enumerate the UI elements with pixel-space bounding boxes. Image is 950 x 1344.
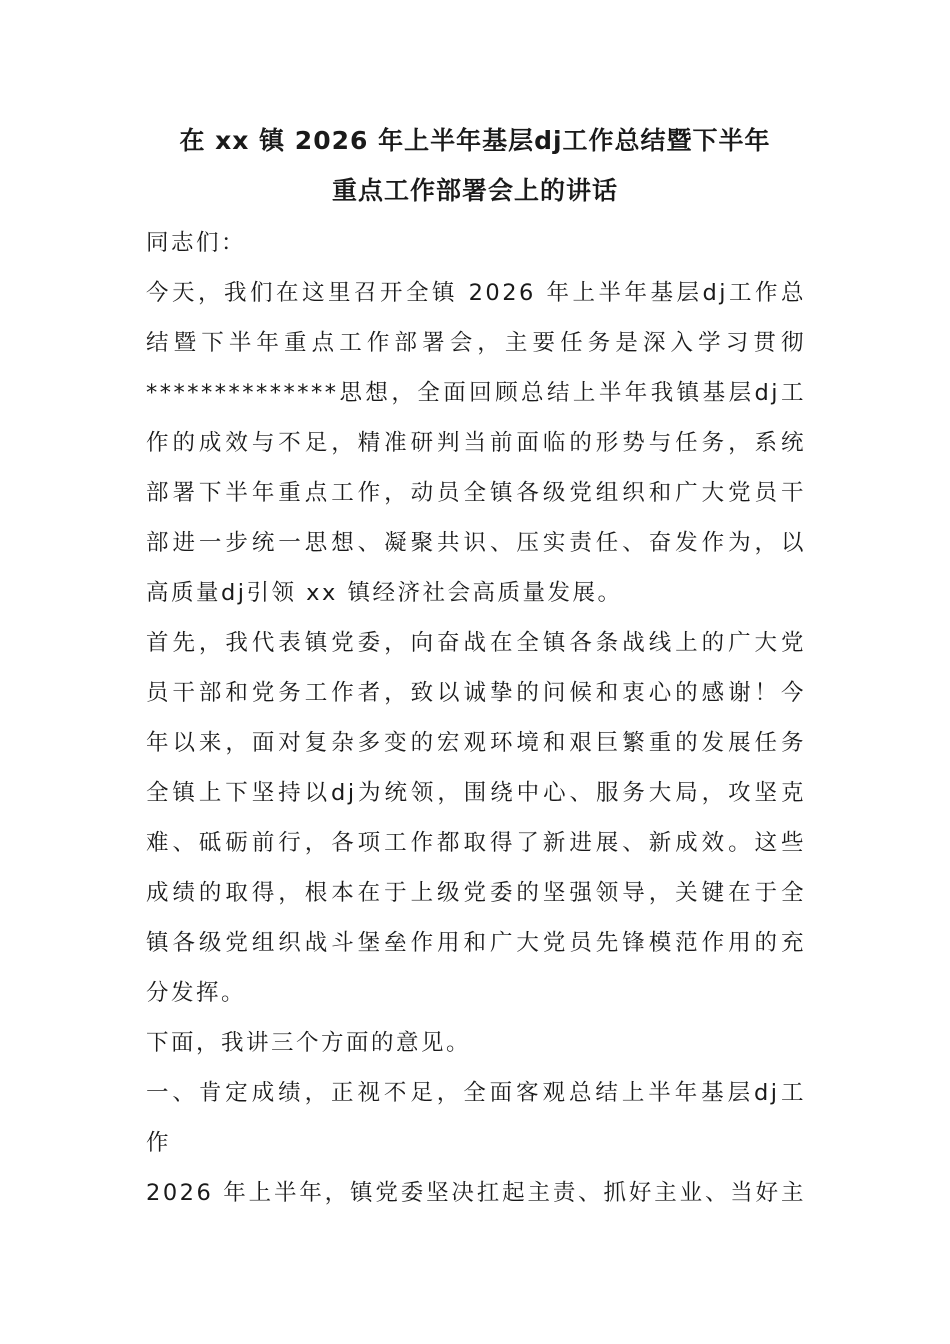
document-title-line-1: 在 xx 镇 2026 年上半年基层dj工作总结暨下半年 [179,126,771,155]
paragraph-line: 部进一步统一思想、凝聚共识、压实责任、奋发作为，以 [146,530,806,556]
paragraph-line: 首先，我代表镇党委，向奋战在全镇各条战线上的广大党 [146,630,806,656]
paragraph-line: 部署下半年重点工作，动员全镇各级党组织和广大党员干 [146,480,806,506]
paragraph-line: 全镇上下坚持以dj为统领，围绕中心、服务大局，攻坚克 [146,780,806,806]
paragraph-line: 分发挥。 [146,980,247,1006]
paragraph-line: 镇各级党组织战斗堡垒作用和广大党员先锋模范作用的充 [146,930,806,956]
paragraph-line: 下面，我讲三个方面的意见。 [146,1030,472,1056]
section-heading-line: 作 [146,1130,172,1156]
paragraph-line: 年以来，面对复杂多变的宏观环境和艰巨繁重的发展任务 [146,730,806,756]
paragraph-line: 结暨下半年重点工作部署会，主要任务是深入学习贯彻 [146,330,806,356]
paragraph-line: 员干部和党务工作者，致以诚挚的问候和衷心的感谢！今 [146,680,806,706]
paragraph-line: 今天，我们在这里召开全镇 2026 年上半年基层dj工作总 [146,280,806,306]
paragraph-line: 成绩的取得，根本在于上级党委的坚强领导，关键在于全 [146,880,806,906]
paragraph-line: 难、砥砺前行，各项工作都取得了新进展、新成效。这些 [146,830,806,856]
section-heading-line: 一、肯定成绩，正视不足，全面客观总结上半年基层dj工 [146,1080,806,1106]
paragraph-line: 作的成效与不足，精准研判当前面临的形势与任务，系统 [146,430,806,456]
paragraph-line: **************思想，全面回顾总结上半年我镇基层dj工 [146,380,806,406]
salutation: 同志们： [146,230,247,256]
paragraph-line: 2026 年上半年，镇党委坚决扛起主责、抓好主业、当好主 [146,1180,806,1206]
paragraph-line: 高质量dj引领 xx 镇经济社会高质量发展。 [146,580,623,606]
document-title-line-2: 重点工作部署会上的讲话 [331,176,618,205]
